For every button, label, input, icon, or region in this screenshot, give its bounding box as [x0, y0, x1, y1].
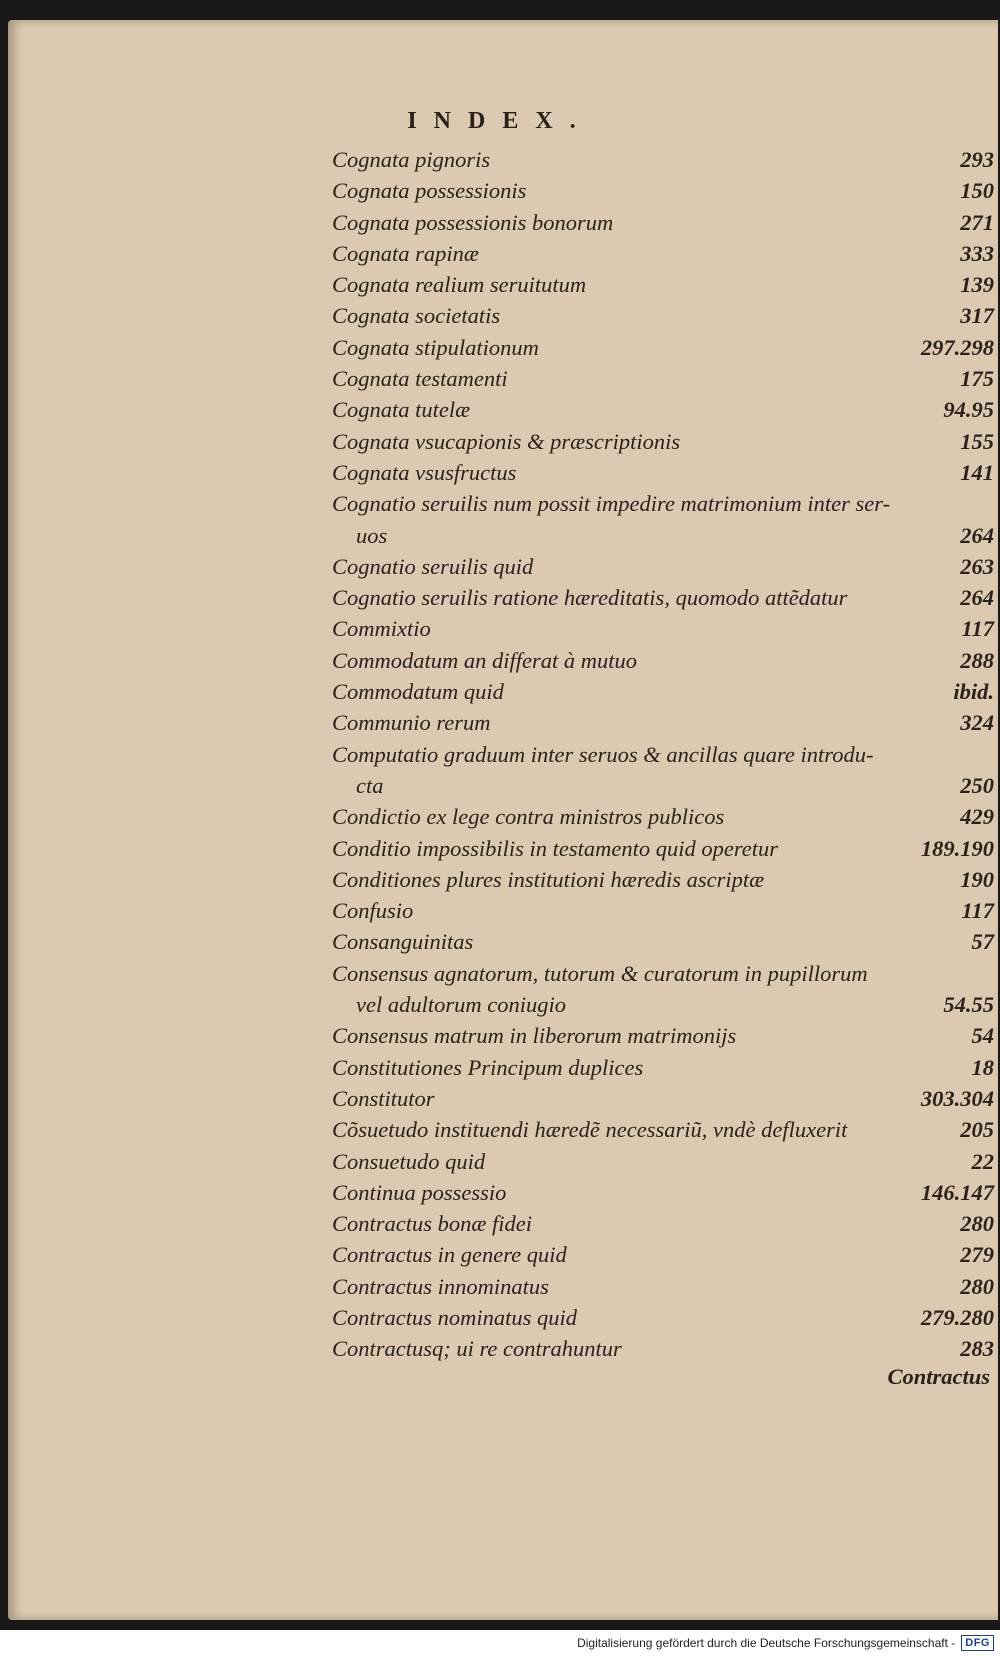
index-term: Commixtio [332, 616, 431, 642]
index-page-ref: 279 [960, 1242, 994, 1268]
index-entry [332, 833, 994, 864]
index-page-ref: 280 [960, 1211, 994, 1237]
index-entry [332, 363, 994, 394]
index-entry [332, 332, 994, 363]
index-term: Cognata societatis [332, 303, 501, 329]
index-entry [332, 1333, 994, 1364]
index-page-ref: 117 [961, 898, 994, 924]
index-entry [332, 488, 994, 551]
index-page-ref: 250 [960, 772, 994, 798]
index-term: Constitutiones Principum duplices [332, 1054, 644, 1080]
index-term: Cognatio seruilis ratione hæreditatis, quomodo attẽdatur [332, 585, 848, 611]
dfg-logo: DFG [961, 1635, 994, 1651]
index-entry [332, 1271, 994, 1302]
index-entry [332, 895, 994, 926]
index-page-ref: 205 [960, 1117, 994, 1143]
index-term-continuation: cta [356, 772, 384, 798]
index-page-ref: 279.280 [920, 1304, 994, 1330]
index-entry [332, 207, 994, 238]
index-page-ref: 150 [960, 178, 994, 204]
index-entry [332, 1177, 994, 1208]
index-term: Cognata rapinæ [332, 240, 479, 266]
index-entry [332, 457, 994, 488]
index-page-ref: 317 [960, 303, 994, 329]
index-term-continuation: vel adultorum coniugio [356, 992, 566, 1018]
index-term: Contractus bonæ fidei [332, 1211, 533, 1237]
index-term: Communio rerum [332, 710, 491, 736]
index-term: Cognata possessionis [332, 178, 527, 204]
index-page-ref: 297.298 [920, 334, 994, 360]
index-page-ref: 293 [960, 147, 994, 172]
index-entry [332, 958, 994, 1021]
index-term: Commodatum quid [332, 679, 504, 705]
index-term: Commodatum an differat à mutuo [332, 647, 638, 673]
index-term: Cognata testamenti [332, 366, 508, 392]
index-entry [332, 269, 994, 300]
index-term: Condictio ex lege contra ministros publicos [332, 804, 725, 830]
index-term: Contractus in genere quid [332, 1242, 567, 1268]
index-entry [332, 1083, 994, 1114]
index-entry [332, 1239, 994, 1270]
index-page-ref: 264 [960, 522, 994, 548]
index-page-ref: 22 [971, 1148, 994, 1174]
index-page-ref: 189.190 [920, 835, 994, 861]
footer-credit: Digitalisierung gefördert durch die Deutsche Forschungsgemeinschaft - [577, 1636, 956, 1650]
index-term: Consanguinitas [332, 929, 474, 955]
index-page-ref: 324 [960, 710, 994, 736]
index-entry [332, 676, 994, 707]
index-page-ref: 263 [960, 553, 994, 579]
index-entry [332, 1208, 994, 1239]
index-entry [332, 1302, 994, 1333]
index-page-ref: 288 [960, 647, 994, 673]
index-page-ref: 271 [960, 209, 994, 235]
index-page-ref: 429 [960, 804, 994, 830]
index-entries [332, 144, 994, 1365]
index-term: Continua possessio [332, 1179, 507, 1205]
index-entry [332, 175, 994, 206]
page-title: INDEX. [407, 108, 593, 134]
index-term-continuation: uos [356, 522, 388, 548]
index-page-ref: 117 [961, 616, 994, 642]
index-page-ref: ibid. [953, 679, 994, 705]
index-page-ref: 190 [960, 866, 994, 892]
digitization-footer [0, 1630, 1000, 1656]
index-page-ref: 303.304 [920, 1085, 994, 1111]
index-term: Conditio impossibilis in testamento quid operetur [332, 835, 779, 861]
index-page-ref: 139 [960, 272, 994, 298]
index-entry [332, 864, 994, 895]
index-entry [332, 1114, 994, 1145]
index-term: Consensus matrum in liberorum matrimonijs [332, 1023, 737, 1049]
index-term: Cognata vsucapionis & præscriptionis [332, 428, 681, 454]
index-term: Constitutor [332, 1085, 435, 1111]
index-entry [332, 707, 994, 738]
index-term: Contractus innominatus [332, 1273, 549, 1299]
index-page-ref: 333 [960, 240, 994, 266]
index-term: Cognata vsusfructus [332, 459, 517, 485]
index-entry [332, 645, 994, 676]
catchword: Contractus [887, 1364, 990, 1389]
index-entry [332, 1146, 994, 1177]
index-term: Computatio graduum inter seruos & ancillas quare introdu- [332, 741, 874, 767]
index-page-ref: 155 [960, 428, 994, 454]
index-page-ref: 57 [971, 929, 994, 955]
index-entry [332, 1052, 994, 1083]
index-entry [332, 551, 994, 582]
index-entry [332, 238, 994, 269]
index-entry [332, 394, 994, 425]
index-page-ref: 54 [971, 1023, 994, 1049]
index-page-ref: 283 [960, 1336, 994, 1362]
index-page-ref: 280 [960, 1273, 994, 1299]
index-term: Cognata pignoris [332, 147, 491, 172]
index-term: Cognatio seruilis num possit impedire matrimonium inter ser- [332, 491, 891, 517]
index-entry [332, 613, 994, 644]
index-entry [332, 300, 994, 331]
index-term: Cognata possessionis bonorum [332, 209, 614, 235]
index-term: Conditiones plures institutioni hæredis ascriptæ [332, 866, 765, 892]
index-term: Cognata realium seruitutum [332, 272, 587, 298]
index-entry [332, 926, 994, 957]
index-term: Cognata stipulationum [332, 334, 539, 360]
index-term: Cognata tutelæ [332, 397, 471, 423]
index-entry [332, 144, 994, 175]
index-entry [332, 426, 994, 457]
index-page-ref: 18 [971, 1054, 994, 1080]
index-entry [332, 582, 994, 613]
index-entry [332, 739, 994, 802]
index-term: Cõsuetudo instituendi hæredẽ necessariũ, vndè defluxerit [332, 1117, 848, 1143]
index-term: Contractusq; ui re contrahuntur [332, 1336, 622, 1362]
index-page-ref: 264 [960, 585, 994, 611]
index-term: Contractus nominatus quid [332, 1304, 578, 1330]
index-term: Consuetudo quid [332, 1148, 486, 1174]
index-term: Consensus agnatorum, tutorum & curatorum in pupillorum [332, 960, 868, 986]
index-term: Confusio [332, 898, 414, 924]
index-page-ref: 141 [960, 459, 994, 485]
index-page-ref: 94.95 [943, 397, 994, 423]
index-page-ref: 146.147 [920, 1179, 994, 1205]
index-entry [332, 1020, 994, 1051]
index-term: Cognatio seruilis quid [332, 553, 534, 579]
index-entry [332, 801, 994, 832]
index-page-ref: 175 [960, 366, 994, 392]
index-page-ref: 54.55 [943, 992, 994, 1018]
